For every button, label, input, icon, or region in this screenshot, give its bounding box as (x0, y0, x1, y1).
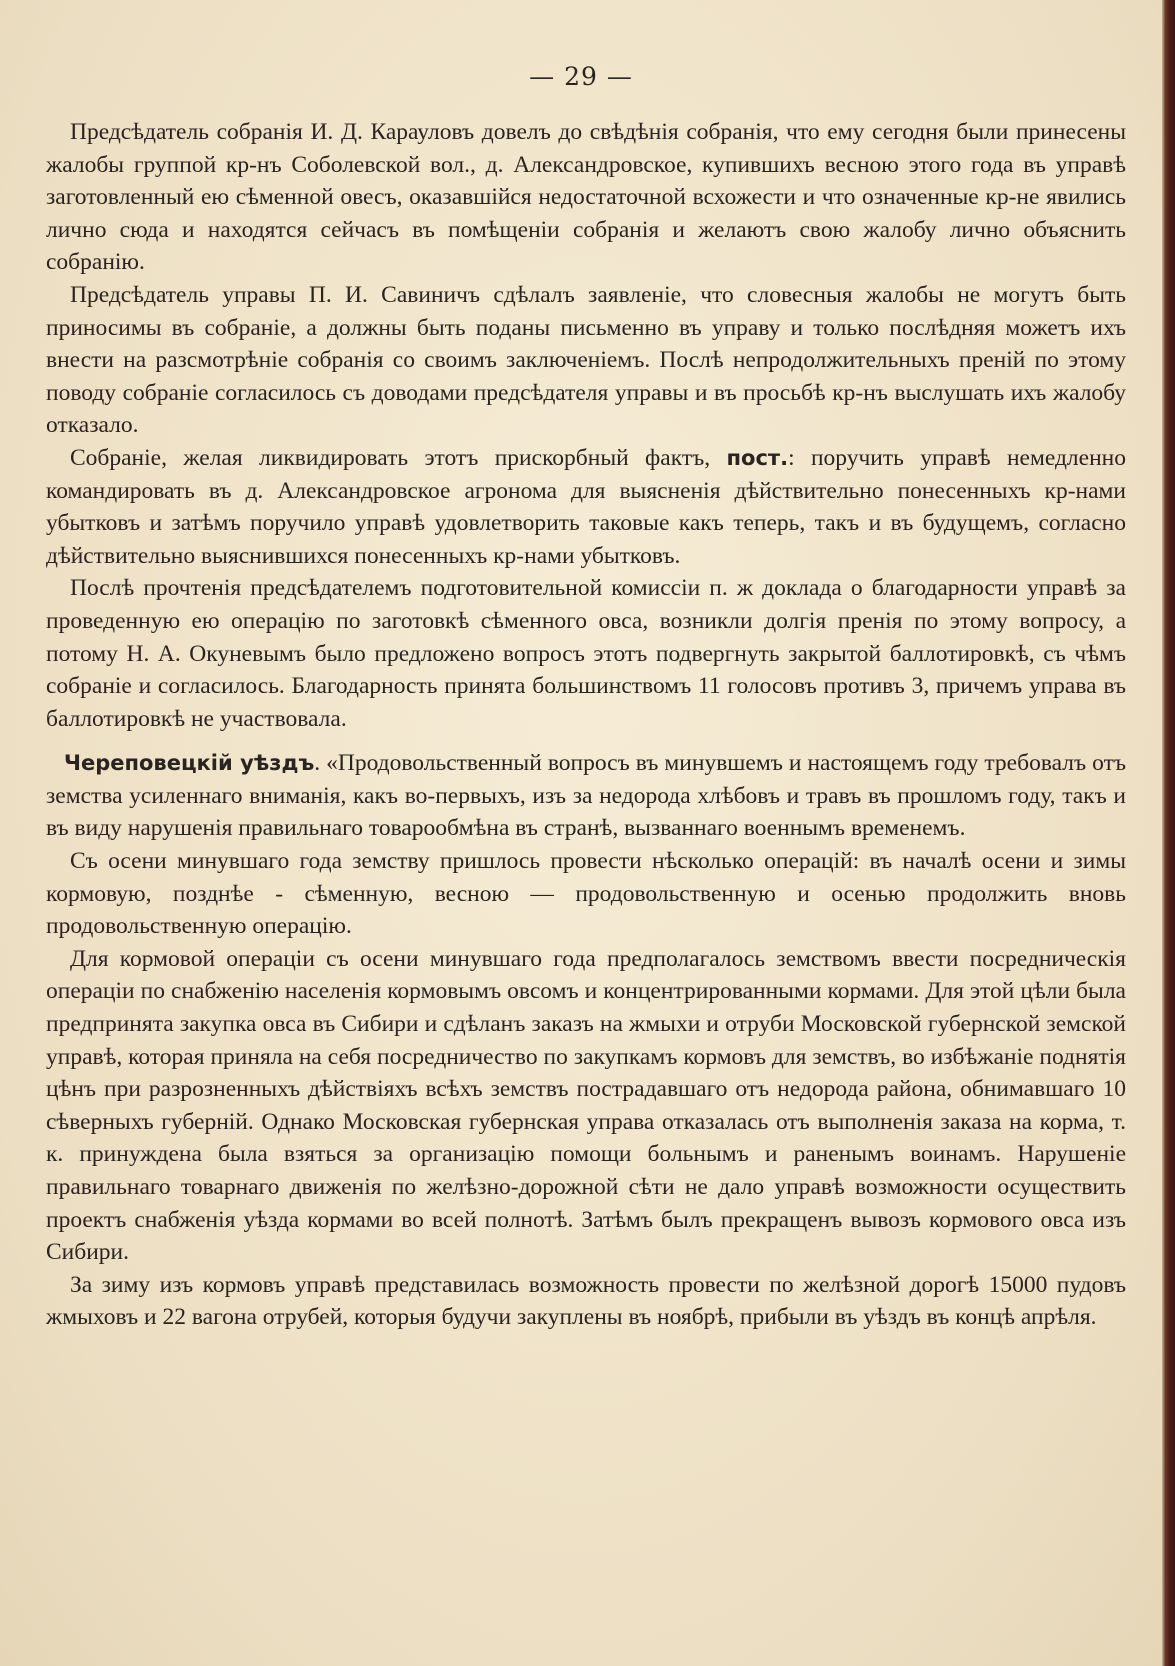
paragraph-7: Для кормовой операціи съ осени минувшаго года предполагалось земствомъ ввести посредническія операціи по снабженію населенія кормовымъ овсомъ и концентрированными кормами. Для этой цѣли была предпринята закупка овса въ Сибири и сдѣланъ заказъ на жмыхи и отруби Московской губернской земской управѣ, которая приняла на себя посредничество по закупкамъ кормовъ для земствъ, во избѣжаніе поднятія цѣнъ при разрозненныхъ дѣйствіяхъ всѣхъ земствъ пострадавшаго отъ недорода района, обнимавшаго 10 сѣверныхъ губерній. Однако Московская губернская управа отказалась отъ выполненія заказа на корма, т. к. принуждена была взяться за организацію помощи больнымъ и раненымъ воинамъ. Нарушеніе правильнаго товарнаго движенія по желѣзно-дорожной сѣти не дало управѣ возможности осуществить проектъ снабженія уѣзда кормами во всей полнотѣ. Затѣмъ былъ прекращенъ вывозъ кормового овса изъ Сибири. (46, 945, 1126, 1266)
paragraph-4: Послѣ прочтенія предсѣдателемъ подготовительной комиссіи п. ж доклада о благодарности управѣ за проведенную ею операцію по заготовкѣ сѣменного овса, возникли долгія пренія по этому вопросу, а потому Н. А. Окуневымъ было предложено вопросъ этотъ подвергнуть закрытой баллотировкѣ, съ чѣмъ собраніе и согласилось. Благодарность принята большинствомъ 11 голосовъ противъ 3, причемъ управа въ баллотировкѣ не участвовала. (46, 575, 1126, 732)
paragraph-3 (46, 442, 1126, 572)
paragraph-3-text-before: Собраніе, желая ликвидировать этотъ прискорбный фактъ, (70, 444, 711, 471)
paragraph-1: Предсѣдатель собранія И. Д. Карауловъ довелъ до свѣдѣнія собранія, что ему сегодня были принесены жалобы группой кр-нъ Соболевской вол., д. Александровское, купившихъ весною этого года въ управѣ заготовленный ею сѣменной овесъ, оказавшійся недостаточной всхожести и что означенные кр-не явились лично сюда и находятся сейчасъ въ помѣщеніи собранія и желаютъ свою жалобу лично объяснить собранію. (46, 119, 1126, 276)
paragraph-6: Съ осени минувшаго года земству пришлось провести нѣсколько операцій: въ началѣ осени и зимы кормовую, позднѣе - сѣменную, весною — продовольственную и осенью продолжить вновь продовольственную операцію. (46, 848, 1126, 940)
paragraph-3-text-after: : поручить управѣ немедленно командировать въ д. Александровское агронома для выясненія дѣйствительно понесенныхъ кр-нами убытковъ и затѣмъ поручило управѣ удовлетворить таковые какъ теперь, такъ и въ будущемъ, согласно дѣйствительно выяснившихся понесенныхъ кр-нами убытковъ. (46, 444, 1126, 569)
resolution-abbrev: пост. (726, 445, 789, 470)
page-number: — 29 — (529, 62, 633, 91)
page-body (46, 116, 1126, 1334)
paragraph-5 (46, 747, 1126, 845)
section-heading: Череповецкій уѣздъ (64, 751, 315, 776)
paragraph-8: За зиму изъ кормовъ управѣ представилась возможность провести по желѣзной дорогѣ 15000 пудовъ жмыховъ и 22 вагона отрубей, которыя будучи закуплены въ ноябрѣ, прибыли въ уѣздъ въ концѣ апрѣля. (46, 1271, 1126, 1331)
paragraph-5-text: . «Продовольственный вопросъ въ минувшемъ и настоящемъ году требовалъ отъ земства усиленнаго вниманія, какъ во-первыхъ, изъ за недорода хлѣбовъ и травъ въ прошломъ году, такъ и въ виду нарушенія правильнаго товарообмѣна въ странѣ, вызваннаго военнымъ временемъ. (46, 750, 1126, 842)
book-spine-edge (1162, 0, 1175, 1666)
paragraph-2: Предсѣдатель управы П. И. Савиничъ сдѣлалъ заявленіе, что словесныя жалобы не могутъ быть приносимы въ собраніе, а должны быть поданы письменно въ управу и только послѣдняя можетъ ихъ внести на разсмотрѣніе собранія со своимъ заключеніемъ. Послѣ непродолжительныхъ преній по этому поводу собраніе согласилось съ доводами предсѣдателя управы и въ просьбѣ кр-нъ выслушать ихъ жалобу отказало. (46, 281, 1126, 439)
